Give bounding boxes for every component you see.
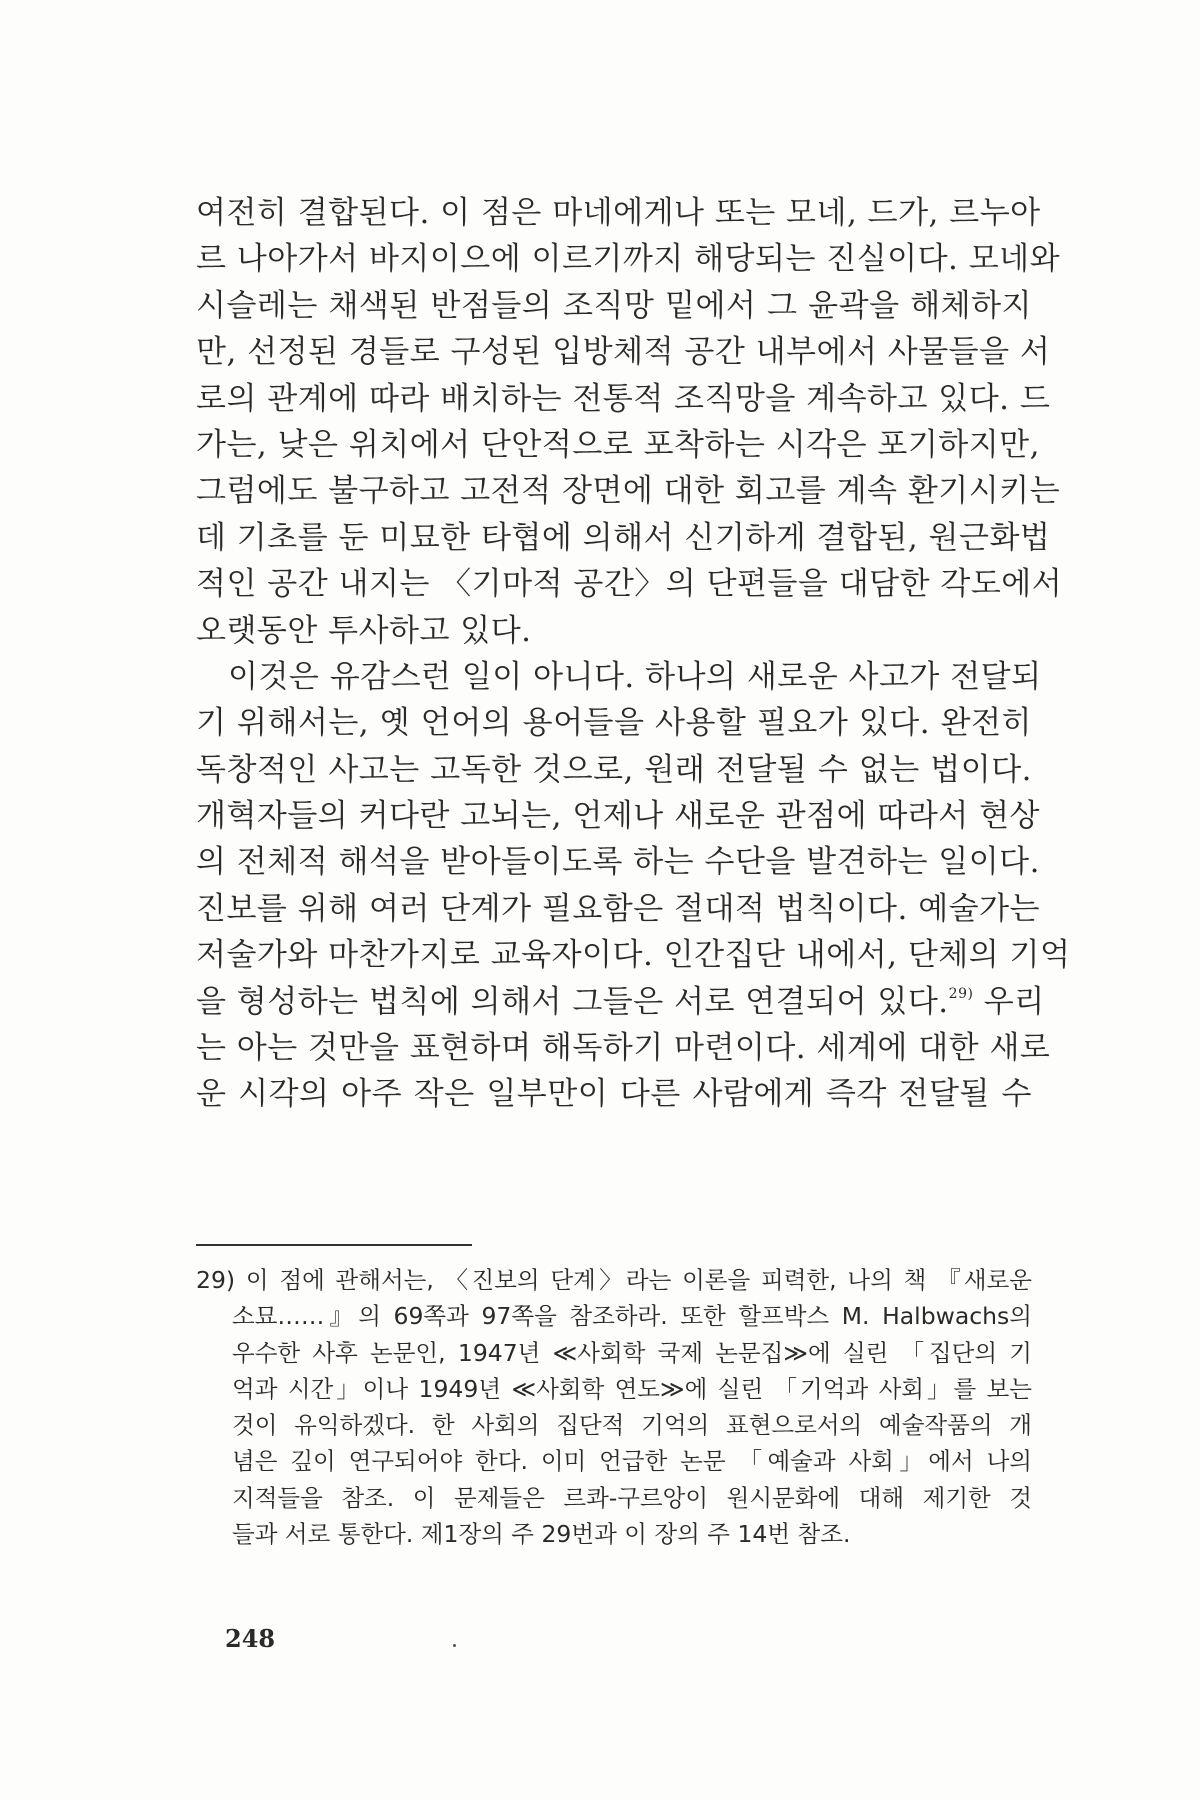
footnote-line: 지적들을 참조. 이 문제들은 르콰-구르앙이 원시문화에 대해 제기한 것 (232, 1483, 1032, 1512)
body-line: 가는, 낮은 위치에서 단안적으로 포착하는 시각은 포기하지만, (196, 426, 1040, 463)
body-line: 데 기초를 둔 미묘한 타협에 의해서 신기하게 결합된, 원근화법 (196, 519, 1051, 556)
body-line: 의 전체적 해석을 받아들이도록 하는 수단을 발견하는 일이다. (196, 844, 1040, 881)
body-line: 운 시각의 아주 작은 일부만이 다른 사람에게 즉각 전달될 수 (196, 1076, 1032, 1113)
footnote-reference: 29) (948, 985, 974, 1002)
footnote-line: 소묘……』의 69쪽과 97쪽을 참조하라. 또한 할프박스 M. Halbwachs의 (232, 1302, 1032, 1331)
footnote-line: 들과 서로 통한다. 제1장의 주 29번과 이 장의 주 14번 참조. (232, 1520, 851, 1549)
print-speck (453, 1644, 456, 1647)
body-line: 기 위해서는, 옛 언어의 용어들을 사용할 필요가 있다. 완전히 (196, 705, 1032, 742)
footnote-divider (196, 1244, 472, 1246)
body-line: 시슬레는 채색된 반점들의 조직망 밑에서 그 윤곽을 해체하지 (196, 287, 1032, 324)
footnote-line: 것이 유익하겠다. 한 사회의 집단적 기억의 표현으로서의 예술작품의 개 (232, 1411, 1032, 1440)
footnote-line: 29) 이 점에 관해서는, 〈진보의 단계〉라는 이론을 피력한, 나의 책 『새로운 (196, 1266, 1032, 1294)
body-line: 개혁자들의 커다란 고뇌는, 언제나 새로운 관점에 따라서 현상 (196, 798, 1040, 835)
body-line: 여전히 결합된다. 이 점은 마네에게나 또는 모네, 드가, 르누아 (196, 195, 1041, 231)
footnote-line: 념은 깊이 연구되어야 한다. 이미 언급한 논문 「예술과 사회」에서 나의 (232, 1447, 1032, 1476)
body-line: 는 아는 것만을 표현하며 해독하기 마련이다. 세계에 대한 새로 (196, 1030, 1051, 1067)
body-line: 진보를 위해 여러 단계가 필요함은 절대적 법칙이다. 예술가는 (196, 890, 1040, 927)
footnote-line: 우수한 사후 논문인, 1947년 ≪사회학 국제 논문집≫에 실린 「집단의 기 (232, 1338, 1032, 1367)
body-line-part: 을 형성하는 법칙에 의해서 그들은 서로 연결되어 있다. (196, 983, 949, 1020)
body-line-part: 우리 (973, 983, 1045, 1020)
body-line: 이것은 유감스런 일이 아니다. 하나의 새로운 사고가 전달되 (228, 658, 1042, 695)
body-line: 그럼에도 불구하고 고전적 장면에 대한 회고를 계속 환기시키는 (196, 473, 1061, 510)
page-number: 248 (225, 1624, 276, 1653)
body-line: 독창적인 사고는 고독한 것으로, 원래 전달될 수 없는 법이다. (196, 751, 1032, 788)
body-line: 오랫동안 투사하고 있다. (196, 612, 532, 649)
footnote-line: 억과 시간」이나 1949년 ≪사회학 연도≫에 실린 「기억과 사회」를 보는 (232, 1374, 1032, 1403)
footnote-29 (196, 1262, 1032, 1552)
body-line: 저술가와 마찬가지로 교육자이다. 인간집단 내에서, 단체의 기억 (196, 937, 1071, 974)
body-text (196, 190, 1071, 1118)
body-line: 르 나아가서 바지이으에 이르기까지 해당되는 진실이다. 모네와 (196, 241, 1061, 278)
body-line: 적인 공간 내지는 〈기마적 공간〉의 단편들을 대담한 각도에서 (196, 566, 1063, 603)
body-line-with-footnote-ref (196, 979, 1045, 1025)
body-line: 로의 관계에 따라 배치하는 전통적 조직망을 계속하고 있다. 드 (196, 380, 1051, 417)
body-line: 만, 선정된 경들로 구성된 입방체적 공간 내부에서 사물들을 서 (196, 334, 1051, 371)
